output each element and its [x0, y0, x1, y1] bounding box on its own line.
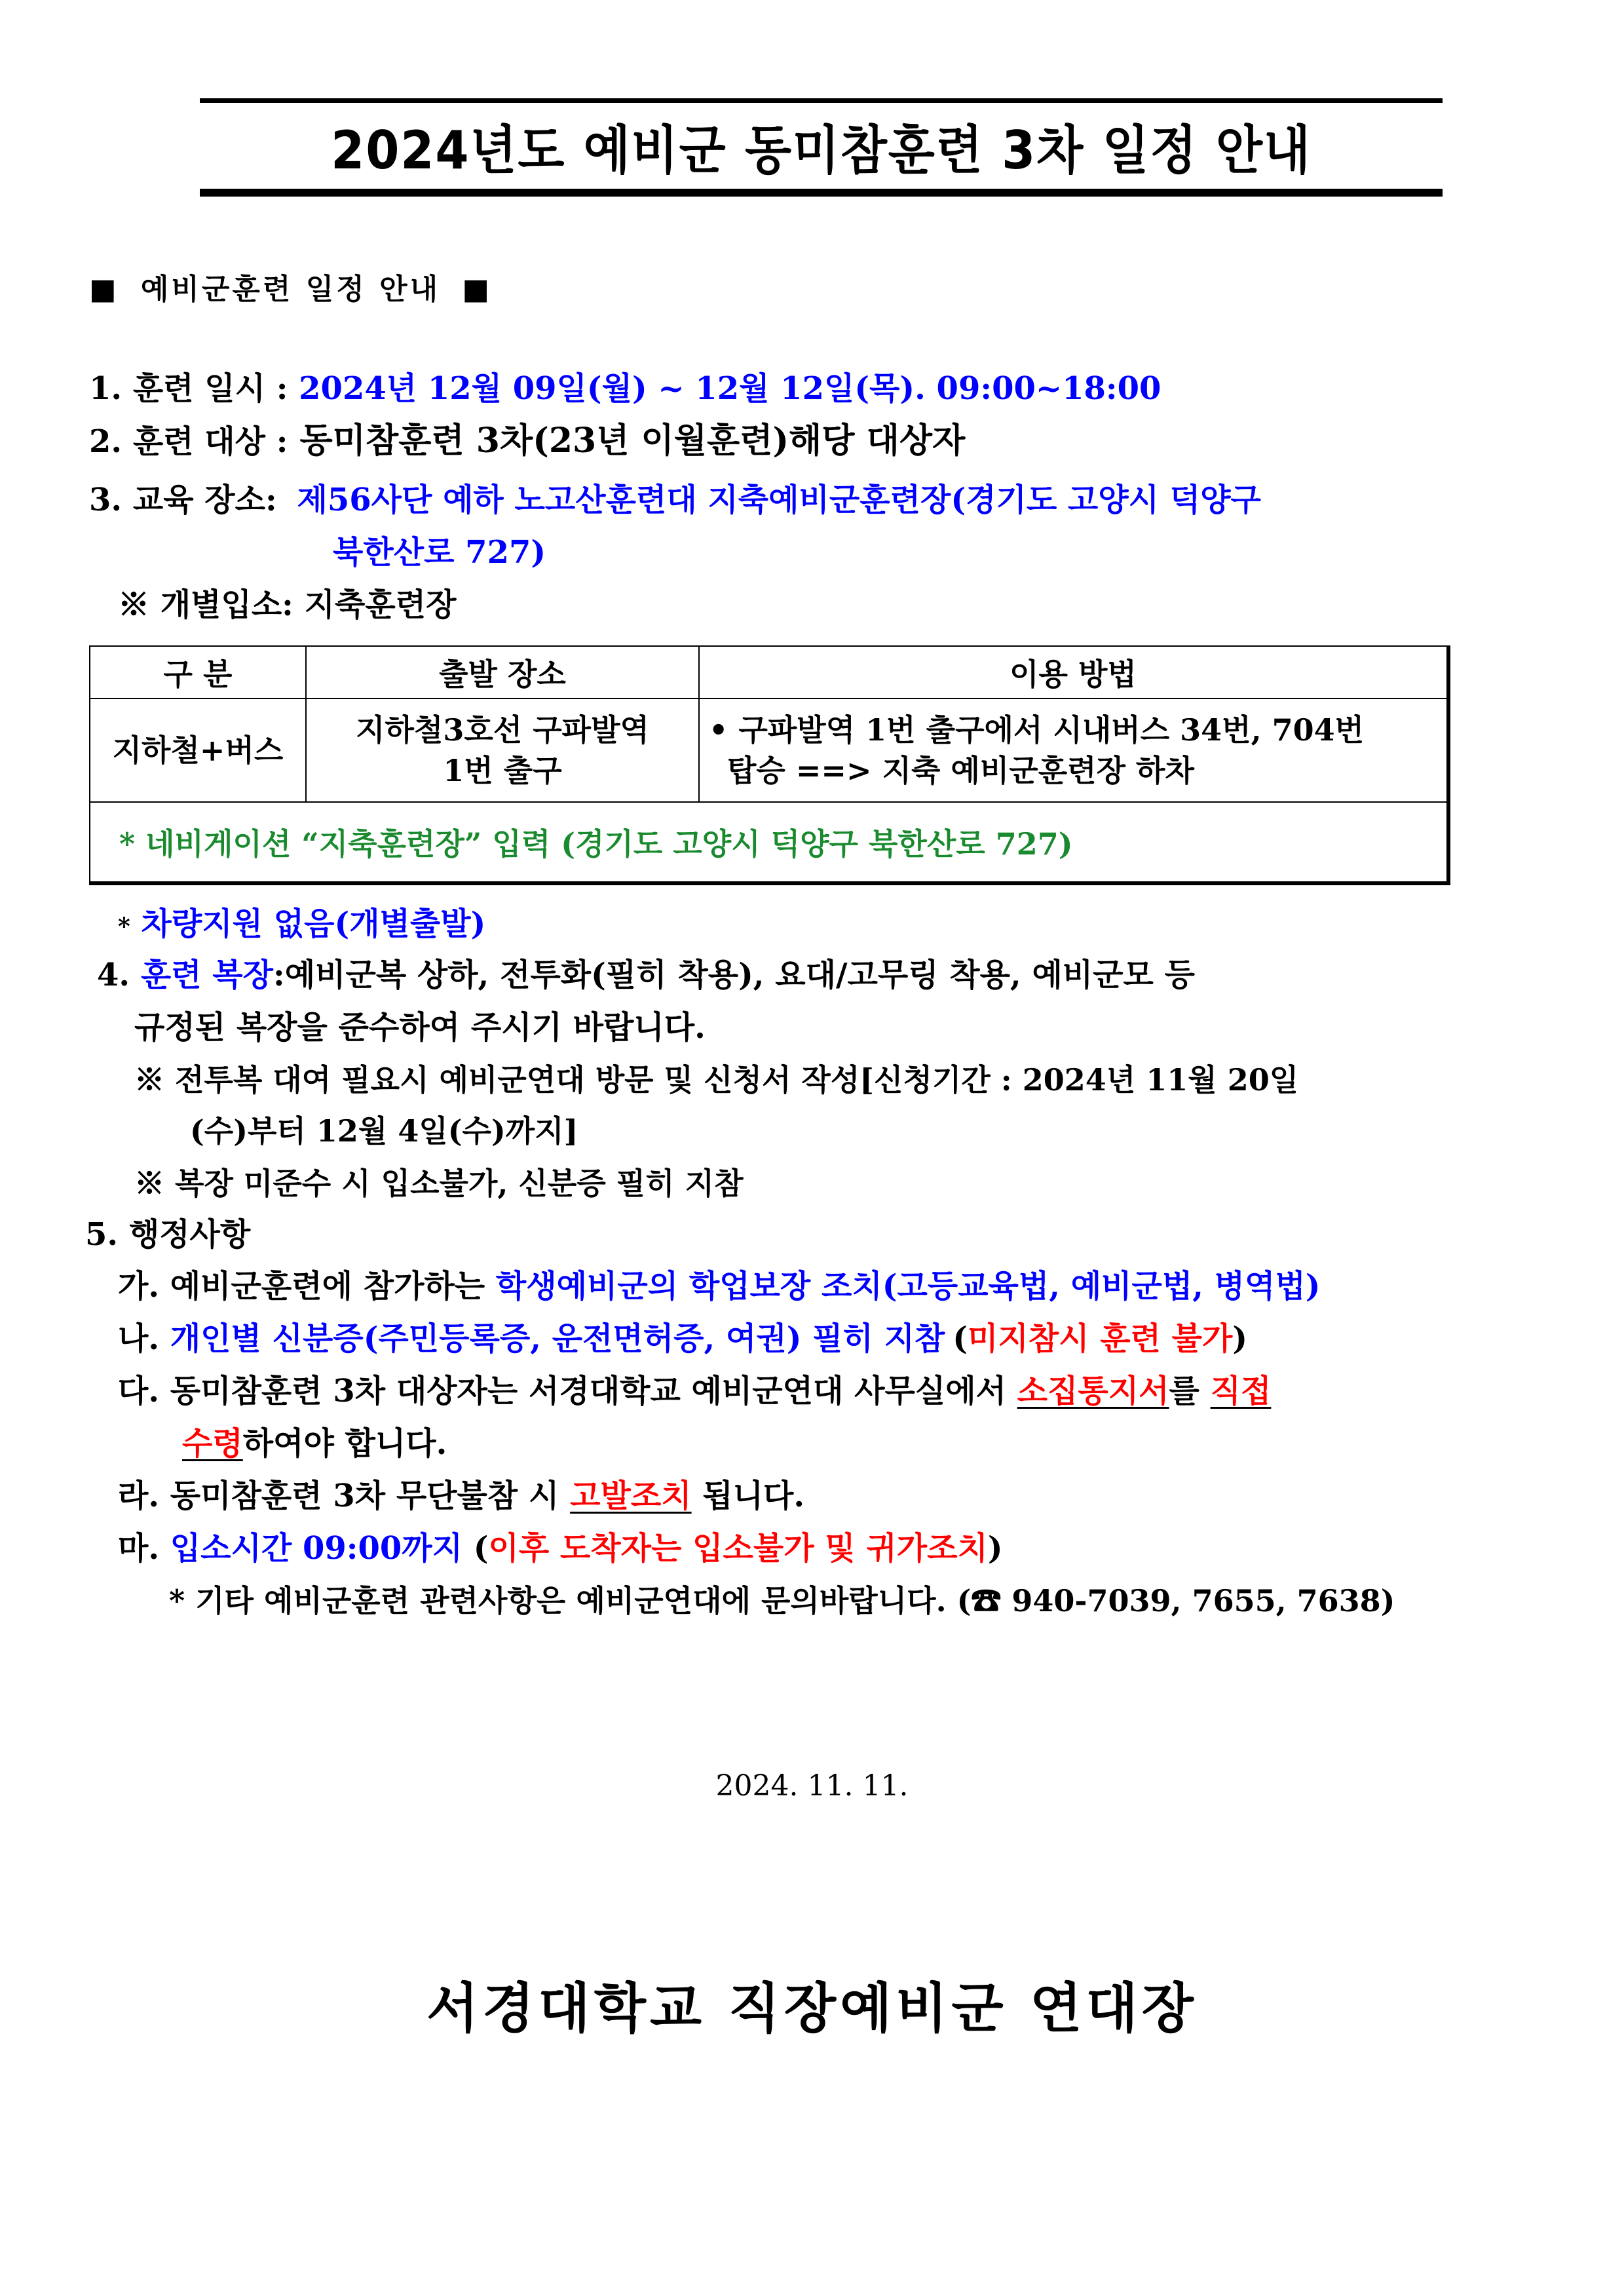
- document-date: 2024. 11. 11.: [715, 1769, 909, 1803]
- item-training-uniform: [97, 955, 1195, 995]
- navigation-row: [90, 802, 1448, 883]
- uniform-compliance-note: ※ 복장 미준수 시 입소불가, 신분증 필히 지참: [134, 1166, 744, 1201]
- admin-ga-highlight: 학생예비군의 학업보장 조치(고등교육법, 예비군법, 병역법): [495, 1268, 1321, 1305]
- uniform-requirements: :예비군복 상하, 전투화(필히 착용), 요대/고무링 착용, 예비군모 등: [273, 957, 1195, 993]
- page-title: 2024년도 예비군 동미참훈련 3차 일정 안내: [331, 120, 1312, 181]
- method-line2: 탑승 ==> 지축 예비군훈련장 하차: [727, 753, 1194, 788]
- square-marker-icon: ■: [462, 273, 492, 306]
- uniform-rental-note: ※ 전투복 대여 필요시 예비군연대 방문 및 신청서 작성[신청기간 : 2024년 11월 20일: [134, 1062, 1299, 1098]
- entry-deadline: 입소시간 09:00까지: [170, 1530, 463, 1567]
- item-training-location: [89, 480, 1261, 520]
- admin-na-highlight: 개인별 신분증(주민등록증, 운전면허증, 여권) 필히 지참: [170, 1320, 945, 1357]
- cell-method: [699, 698, 1448, 802]
- admin-item-da-cont: [182, 1424, 447, 1463]
- contact-note: * 기타 예비군훈련 관련사항은 예비군연대에 문의바랍니다. (☎ 940-7039, 7655, 7638): [169, 1583, 1395, 1618]
- item-training-target: [89, 421, 965, 461]
- asterisk: *: [118, 913, 130, 940]
- admin-item-ra: [118, 1476, 804, 1516]
- title-top-rule: [200, 98, 1443, 103]
- training-location-value-cont: 북한산로 727): [333, 534, 546, 571]
- departure-line2: 1번 출구: [443, 753, 562, 788]
- in-person: 직접: [1210, 1373, 1272, 1409]
- prosecution-notice: 고발조치: [570, 1478, 692, 1514]
- admin-item-ma: [118, 1529, 1003, 1568]
- item-number: 4.: [97, 957, 130, 993]
- square-marker-icon: ■: [89, 273, 119, 306]
- late-arrival-warning: 이후 도착자는 입소불가 및 귀가조치: [488, 1530, 988, 1567]
- table-header-row: [90, 646, 1448, 698]
- signature: 서경대학교 직장예비군 연대장: [426, 1977, 1198, 2040]
- paren-open: (: [463, 1530, 489, 1567]
- training-target-value: 동미참훈련 3차(23년 이월훈련)해당 대상자: [299, 421, 966, 461]
- item-label: 3. 교육 장소:: [89, 482, 277, 518]
- admin-ga-text: 가. 예비군훈련에 참가하는: [118, 1268, 496, 1305]
- item-training-datetime: [89, 369, 1161, 408]
- receive: 수령: [182, 1425, 243, 1462]
- uniform-label: 훈련 복장: [140, 957, 274, 993]
- cell-category: 지하철+버스: [90, 698, 306, 802]
- admin-item-da: [118, 1371, 1283, 1411]
- paren-open: (: [953, 1320, 968, 1357]
- departure-line1: 지하철3호선 구파발역: [356, 712, 649, 748]
- vehicle-support-note: [118, 904, 485, 946]
- item-administrative: 5. 행정사항: [85, 1216, 251, 1253]
- navigation-note: * 네비게이션 “지축훈련장” 입력 (경기도 고양시 덕양구 북한산로 727): [90, 802, 1448, 883]
- section-heading: [89, 265, 492, 307]
- summons-notice: 소집통지서: [1017, 1373, 1169, 1409]
- title-bottom-rule: [200, 189, 1443, 197]
- header-method: 이용 방법: [699, 646, 1448, 698]
- item-label: 1. 훈련 일시 :: [89, 370, 288, 407]
- uniform-rental-note-cont: (수)부터 12월 4일(수)까지]: [190, 1113, 578, 1149]
- header-departure: 출발 장소: [306, 646, 699, 698]
- header-category: 구 분: [90, 646, 306, 698]
- admin-da-text: 다. 동미참훈련 3차 대상자는 서경대학교 예비군연대 사무실에서: [118, 1373, 1017, 1409]
- training-datetime-value: 2024년 12월 09일(월) ~ 12월 12일(목). 09:00~18:00: [299, 370, 1161, 407]
- method-line1: • 구파발역 1번 출구에서 시내버스 34번, 704번: [709, 712, 1365, 748]
- training-location-value: 제56사단 예하 노고산훈련대 지축예비군훈련장(경기도 고양시 덕양구: [297, 482, 1261, 518]
- admin-ra-text: 라. 동미참훈련 3차 무단불참 시: [118, 1478, 571, 1514]
- table-row: [90, 698, 1448, 802]
- admin-da-mid: 를: [1169, 1373, 1211, 1409]
- admin-item-na: [118, 1319, 1247, 1358]
- paren-close: ): [1232, 1320, 1248, 1357]
- item-label: 2. 훈련 대상 :: [89, 423, 288, 460]
- route-table: [89, 645, 1450, 885]
- admin-na-warning: 미지참시 훈련 불가: [968, 1320, 1233, 1357]
- admin-item-ga: [118, 1267, 1320, 1306]
- vehicle-support-text: 차량지원 없음(개별출발): [141, 906, 486, 942]
- admin-ra-suffix: 됩니다.: [691, 1478, 805, 1514]
- cell-departure: [306, 698, 699, 802]
- section-heading-text: 예비군훈련 일정 안내: [140, 273, 441, 306]
- admin-da-suffix: 하여야 합니다.: [242, 1425, 447, 1462]
- uniform-requirements-cont: 규정된 복장을 준수하여 주시기 바랍니다.: [134, 1009, 706, 1046]
- admin-na-prefix: 나.: [118, 1320, 170, 1357]
- admin-ma-prefix: 마.: [118, 1530, 170, 1567]
- individual-entry-note: ※ 개별입소: 지축훈련장: [118, 586, 457, 623]
- paren-close: ): [987, 1530, 1003, 1567]
